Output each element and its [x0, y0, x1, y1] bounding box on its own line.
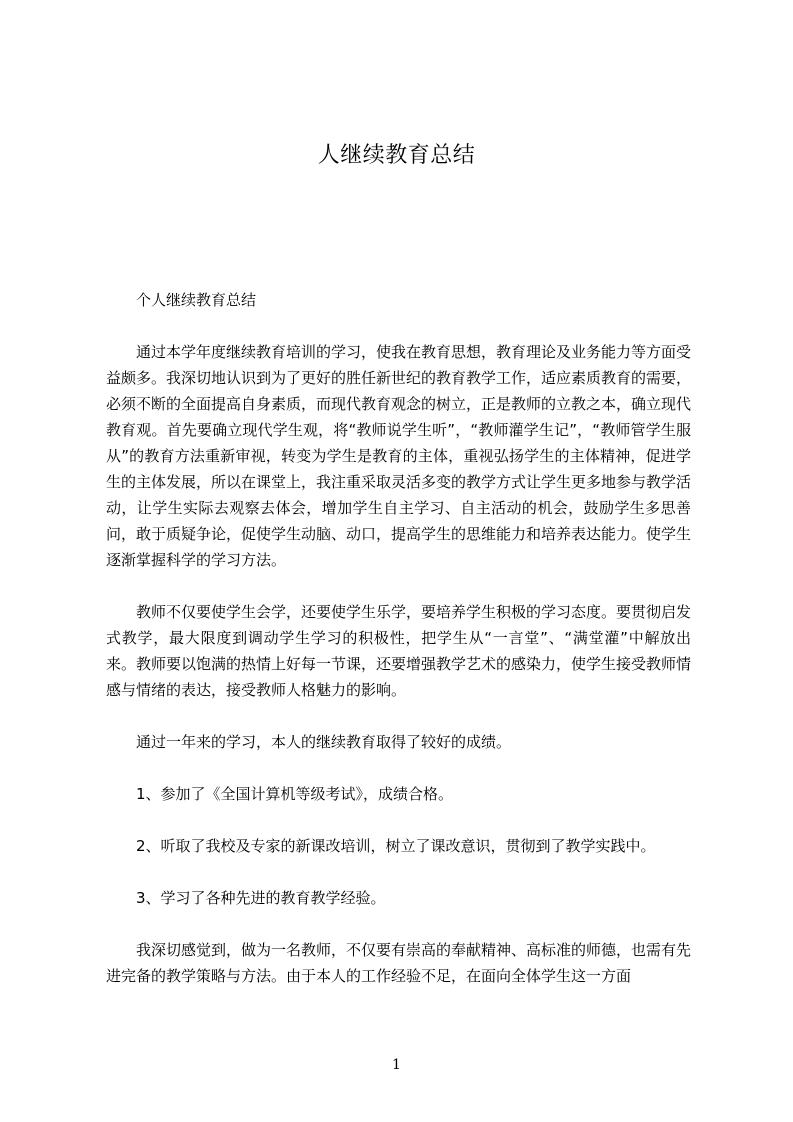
section-heading: 个人继续教育总结: [136, 291, 257, 309]
closing-paragraph: 我深切感觉到，做为一名教师，不仅要有崇高的奉献精神、高标准的师德，也需有先进完备的教学策略与方法。由于本人的工作经验不足，在面向全体学生这一方面: [106, 941, 692, 985]
list-item-1: 1、参加了《全国计算机等级考试》，成绩合格。: [136, 785, 454, 803]
paragraph-2: 教师不仅要使学生会学，还要使学生乐学，要培养学生积极的学习态度。要贯彻启发式教学，最大限度到调动学生学习的积极性，把学生从“一言堂”、“满堂灌”中解放出来。教师要以饱满的热情上好每一节课，还要增强教学艺术的感染力，使学生接受教师情感与情绪的表达，接受教师人格魅力的影响。: [106, 603, 692, 699]
document-title: 人继续教育总结: [317, 143, 476, 168]
document-body: [106, 287, 691, 989]
list-item-2: 2、听取了我校及专家的新课改培训，树立了课改意识，贯彻到了教学实践中。: [136, 837, 656, 855]
list-item-3: 3、学习了各种先进的教育教学经验。: [136, 889, 386, 907]
paragraph-1: 通过本学年度继续教育培训的学习，使我在教育思想，教育理论及业务能力等方面受益颇多。我深切地认识到为了更好的胜任新世纪的教育教学工作，适应素质教育的需要，必须不断的全面提高自身素质，而现代教育观念的树立，正是教师的立教之本，确立现代教育观。首先要确立现代学生观，将“教师说学生听”，“教师灌学生记”，“教师管学生服从”的教育方法重新审视，转变为学生是教育的主体，重视弘扬学生的主体精神，促进学生的主体发展，所以在课堂上，我注重采取灵活多变的教学方式让学生更多地参与教学活动，让学生实际去观察去体会，增加学生自主学习、自主活动的机会，鼓励学生多思善问，敢于质疑争论，促使学生动脑、动口，提高学生的思维能力和培养表达能力。使学生逐渐掌握科学的学习方法。: [106, 343, 692, 569]
paragraph-3: 通过一年来的学习，本人的继续教育取得了较好的成绩。: [136, 733, 512, 751]
page-number: 1: [392, 1057, 401, 1073]
